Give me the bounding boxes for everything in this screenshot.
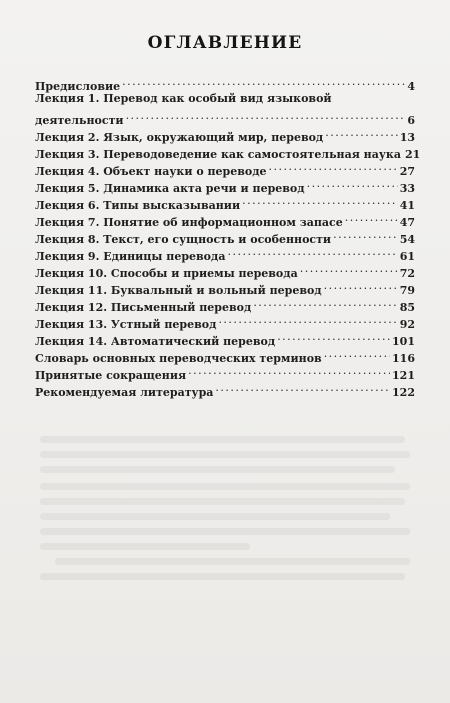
toc-entry-title: Лекция 9. Единицы перевода xyxy=(35,250,226,263)
show-through-shadow xyxy=(40,513,390,520)
toc-entry-page: 13 xyxy=(399,131,415,144)
toc-entry-page: 47 xyxy=(399,216,415,229)
dot-leader xyxy=(277,328,390,345)
toc-entry xyxy=(35,209,415,229)
toc-entry-page: 4 xyxy=(407,80,415,93)
dot-leader xyxy=(218,311,397,328)
toc-entry-title: Лекция 5. Динамика акта речи и перевод xyxy=(35,182,305,195)
toc-entry xyxy=(35,226,415,246)
dot-leader xyxy=(227,243,397,260)
toc-entry-page: 54 xyxy=(399,233,415,246)
dot-leader xyxy=(253,294,397,311)
show-through-shadow xyxy=(40,483,410,490)
toc-entry xyxy=(35,175,415,195)
toc-entry-title: Принятые сокращения xyxy=(35,369,187,382)
dot-leader xyxy=(324,277,398,294)
toc-entry xyxy=(35,141,421,161)
toc-entry-page: 101 xyxy=(392,335,415,348)
toc-entry xyxy=(35,277,415,297)
toc-entry-title: Лекция 14. Автоматический перевод xyxy=(35,335,276,348)
dot-leader xyxy=(269,158,398,175)
toc-entry-page: 6 xyxy=(407,114,415,127)
show-through-shadow xyxy=(55,558,410,565)
show-through-shadow xyxy=(40,573,405,580)
dot-leader xyxy=(324,345,390,362)
dot-leader xyxy=(333,226,398,243)
show-through-shadow xyxy=(40,528,410,535)
toc-entry xyxy=(35,379,415,399)
toc-entry-page: 61 xyxy=(399,250,415,263)
show-through-shadow xyxy=(40,466,395,473)
dot-leader xyxy=(122,73,405,90)
toc-entry-title: Лекция 10. Способы и приемы перевода xyxy=(35,267,298,280)
toc-entry-title: деятельности xyxy=(35,114,124,127)
toc-entry-title: Лекция 6. Типы высказывании xyxy=(35,199,241,212)
toc-entry-title: Лекция 3. Переводоведение как самостоятельная наука xyxy=(35,148,401,161)
toc-entry xyxy=(35,294,415,314)
toc-entry-page: 41 xyxy=(399,199,415,212)
toc-entry-title: Рекомендуемая литература xyxy=(35,386,214,399)
table-of-contents xyxy=(35,73,421,399)
toc-entry-title: Лекция 12. Письменный перевод xyxy=(35,301,252,314)
toc-entry xyxy=(35,124,415,144)
dot-leader xyxy=(242,192,398,209)
toc-entry-page: 33 xyxy=(399,182,415,195)
toc-entry xyxy=(35,311,415,331)
toc-entry xyxy=(35,243,415,263)
toc-entry-page: 121 xyxy=(392,369,415,382)
toc-entry xyxy=(35,90,415,127)
toc-entry-page: 116 xyxy=(392,352,415,365)
toc-entry-title: Предисловие xyxy=(35,80,121,93)
toc-entry-title: Лекция 8. Текст, его сущность и особенности xyxy=(35,233,332,246)
toc-entry-title: Лекция 11. Буквальный и вольный перевод xyxy=(35,284,322,297)
page-title: ОГЛАВЛЕНИЕ xyxy=(147,33,303,53)
show-through-shadow xyxy=(40,436,405,443)
toc-entry-page: 21 xyxy=(404,148,421,161)
dot-leader xyxy=(345,209,398,226)
dot-leader xyxy=(188,362,390,379)
toc-entry-title: Словарь основных переводческих терминов xyxy=(35,352,322,365)
show-through-shadow xyxy=(40,451,410,458)
toc-entry-page: 72 xyxy=(399,267,415,280)
toc-entry-title: Лекция 4. Объект науки о переводе xyxy=(35,165,267,178)
dot-leader xyxy=(300,260,398,277)
toc-entry-page: 79 xyxy=(399,284,415,297)
toc-entry xyxy=(35,345,415,365)
toc-entry-title: Лекция 13. Устный перевод xyxy=(35,318,217,331)
toc-entry xyxy=(35,328,415,348)
toc-entry-page: 27 xyxy=(399,165,415,178)
dot-leader xyxy=(126,107,406,124)
toc-entry-page: 85 xyxy=(399,301,415,314)
toc-entry-title: Лекция 7. Понятие об информационном запасе xyxy=(35,216,343,229)
toc-entry xyxy=(35,73,415,93)
toc-entry xyxy=(35,362,415,382)
dot-leader xyxy=(307,175,398,192)
toc-entry xyxy=(35,260,415,280)
toc-entry-page: 92 xyxy=(399,318,415,331)
toc-entry-title: Лекция 2. Язык, окружающий мир, перевод xyxy=(35,131,324,144)
toc-entry-page: 122 xyxy=(392,386,415,399)
show-through-shadow xyxy=(40,543,250,550)
toc-entry-title-line1: Лекция 1. Перевод как особый вид языковой xyxy=(35,92,332,105)
toc-entry xyxy=(35,192,415,212)
show-through-shadow xyxy=(40,498,405,505)
dot-leader xyxy=(325,124,397,141)
toc-entry xyxy=(35,158,415,178)
dot-leader xyxy=(215,379,390,396)
